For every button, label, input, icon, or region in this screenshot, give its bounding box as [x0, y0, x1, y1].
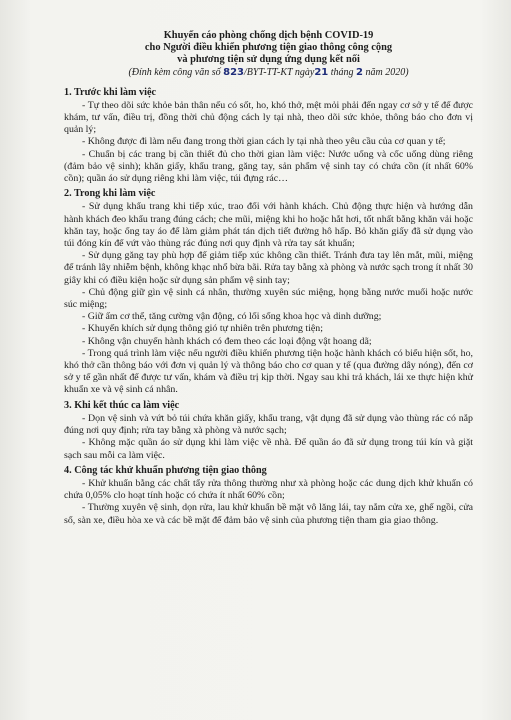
paragraph: - Khuyến khích sử dụng thông gió tự nhiên trên phương tiện; [82, 323, 323, 335]
title-line-1: Khuyến cáo phòng chống dịch bệnh COVID-19 [163, 30, 374, 41]
document-month: 2 [356, 66, 363, 78]
section-vehicle-disinfection [64, 465, 473, 527]
document-day: 21 [314, 66, 329, 78]
subtitle-suffix: năm 2020) [365, 66, 409, 78]
paragraph: - Không được đi làm nếu đang trong thời gian cách ly tại nhà theo yêu cầu của cơ quan y tế; [82, 136, 446, 148]
section-heading: 2. Trong khi làm việc [64, 188, 156, 200]
subtitle-month-label: tháng [330, 66, 354, 78]
paragraph: - Thường xuyên vệ sinh, dọn rửa, lau khử khuẩn bề mặt vô lăng lái, tay nắm cửa xe, ghế ngồi, cửa sổ, sàn xe, điều hòa xe và các bề mặt để đảm bảo vệ sinh của phương tiện tham gia giao thông. [64, 502, 473, 526]
section-heading: 3. Khi kết thúc ca làm việc [64, 399, 180, 411]
paragraph: - Sử dụng khẩu trang khi tiếp xúc, trao đổi với hành khách. Chủ động thực hiện và hướng dẫn hành khách đeo khẩu trang đúng cách; che mũi, miệng khi ho hoặc hắt hơi, tốt nhất bằng khăn vải hoặc khăn tay, hoặc ống tay áo để làm giảm phát tán dịch tiết đường hô hấp. Bỏ khăn giấy đã sử dụng vào túi đóng kín để vứt vào thùng rác đúng nơi quy định và rửa tay sát khuẩn; [64, 201, 473, 250]
paragraph: - Trong quá trình làm việc nếu người điều khiển phương tiện hoặc hành khách có biểu hiện sốt, ho, khó thở cần thông báo với đơn vị quản lý và thông báo cho cơ quan y tế (qua đường dây nóng), đến cơ sở y tế gần nhất để được tư vấn, khám và điều trị kịp thời. Ngay sau khi trả khách, lái xe thực hiện khử khuẩn xe và vệ sinh cá nhân. [64, 347, 473, 396]
section-end-of-shift [64, 400, 473, 462]
title-line-3: và phương tiện sử dụng ứng dụng kết nối [177, 54, 360, 66]
paragraph: - Giữ ấm cơ thể, tăng cường vận động, có lối sống khoa học và dinh dưỡng; [82, 311, 382, 323]
paragraph: - Khử khuẩn bằng các chất tẩy rửa thông thường như xà phòng hoặc các dung dịch khử khuẩn có chứa 0,05% clo hoạt tính hoặc có chứa ít nhất 60% cồn; [64, 477, 473, 502]
paragraph: - Không vận chuyển hành khách có đem theo các loại động vật hoang dã; [82, 335, 372, 347]
section-heading: 4. Công tác khử khuẩn phương tiện giao thông [64, 464, 267, 476]
paragraph: - Không mặc quần áo sử dụng khi làm việc về nhà. Để quần áo đã sử dụng trong túi kín và giặt sạch sau mỗi ca làm việc. [64, 437, 473, 461]
paragraph: - Sử dụng găng tay phù hợp để giảm tiếp xúc không cần thiết. Tránh đưa tay lên mắt, mũi, miệng để tránh lây nhiễm bệnh, không khạc nhổ bừa bãi. Rửa tay bằng xà phòng và nước sạch trong ít nhất 30 giây khi có điều kiện hoặc sử dụng sản phẩm vệ sinh tay; [64, 250, 473, 286]
section-heading: 1. Trước khi làm việc [64, 86, 157, 98]
attachment-reference [64, 67, 473, 79]
paragraph: - Chuẩn bị các trang bị cần thiết đủ cho thời gian làm việc: Nước uống và cốc uống dùng riêng (đảm bảo vệ sinh); khăn giấy, khẩu trang, găng tay, sản phẩm vệ sinh tay có chứa cồn (ít nhất 60% cồn); quần áo sử dụng riêng khi làm việc, túi đựng rác… [64, 148, 473, 185]
document-header [64, 30, 473, 79]
subtitle-mid: /BYT-TT-KT ngày [244, 66, 315, 78]
subtitle-prefix: (Đính kèm công văn số [128, 66, 221, 78]
section-during-work [64, 188, 473, 396]
title-line-2: cho Người điều khiển phương tiện giao thông công cộng [144, 42, 393, 54]
paragraph: - Tự theo dõi sức khỏe bản thân nếu có sốt, ho, khó thở, mệt mỏi phải đến ngay cơ sở y tế để được khám, tư vấn, điều trị, đồng thời chủ động cách ly tại nhà, theo dõi sức khỏe, thông báo cho đơn vị quản lý; [64, 99, 473, 136]
section-before-work [64, 87, 473, 186]
paragraph: - Dọn vệ sinh và vứt bỏ túi chứa khăn giấy, khẩu trang, vật dụng đã sử dụng vào thùng rác có nắp đúng nơi quy định; rửa tay bằng xà phòng và nước sạch; [64, 412, 473, 437]
document-number: 823 [223, 66, 245, 78]
paragraph: - Chủ động giữ gìn vệ sinh cá nhân, thường xuyên súc miệng, họng bằng nước muối hoặc nước súc miệng; [64, 286, 473, 311]
